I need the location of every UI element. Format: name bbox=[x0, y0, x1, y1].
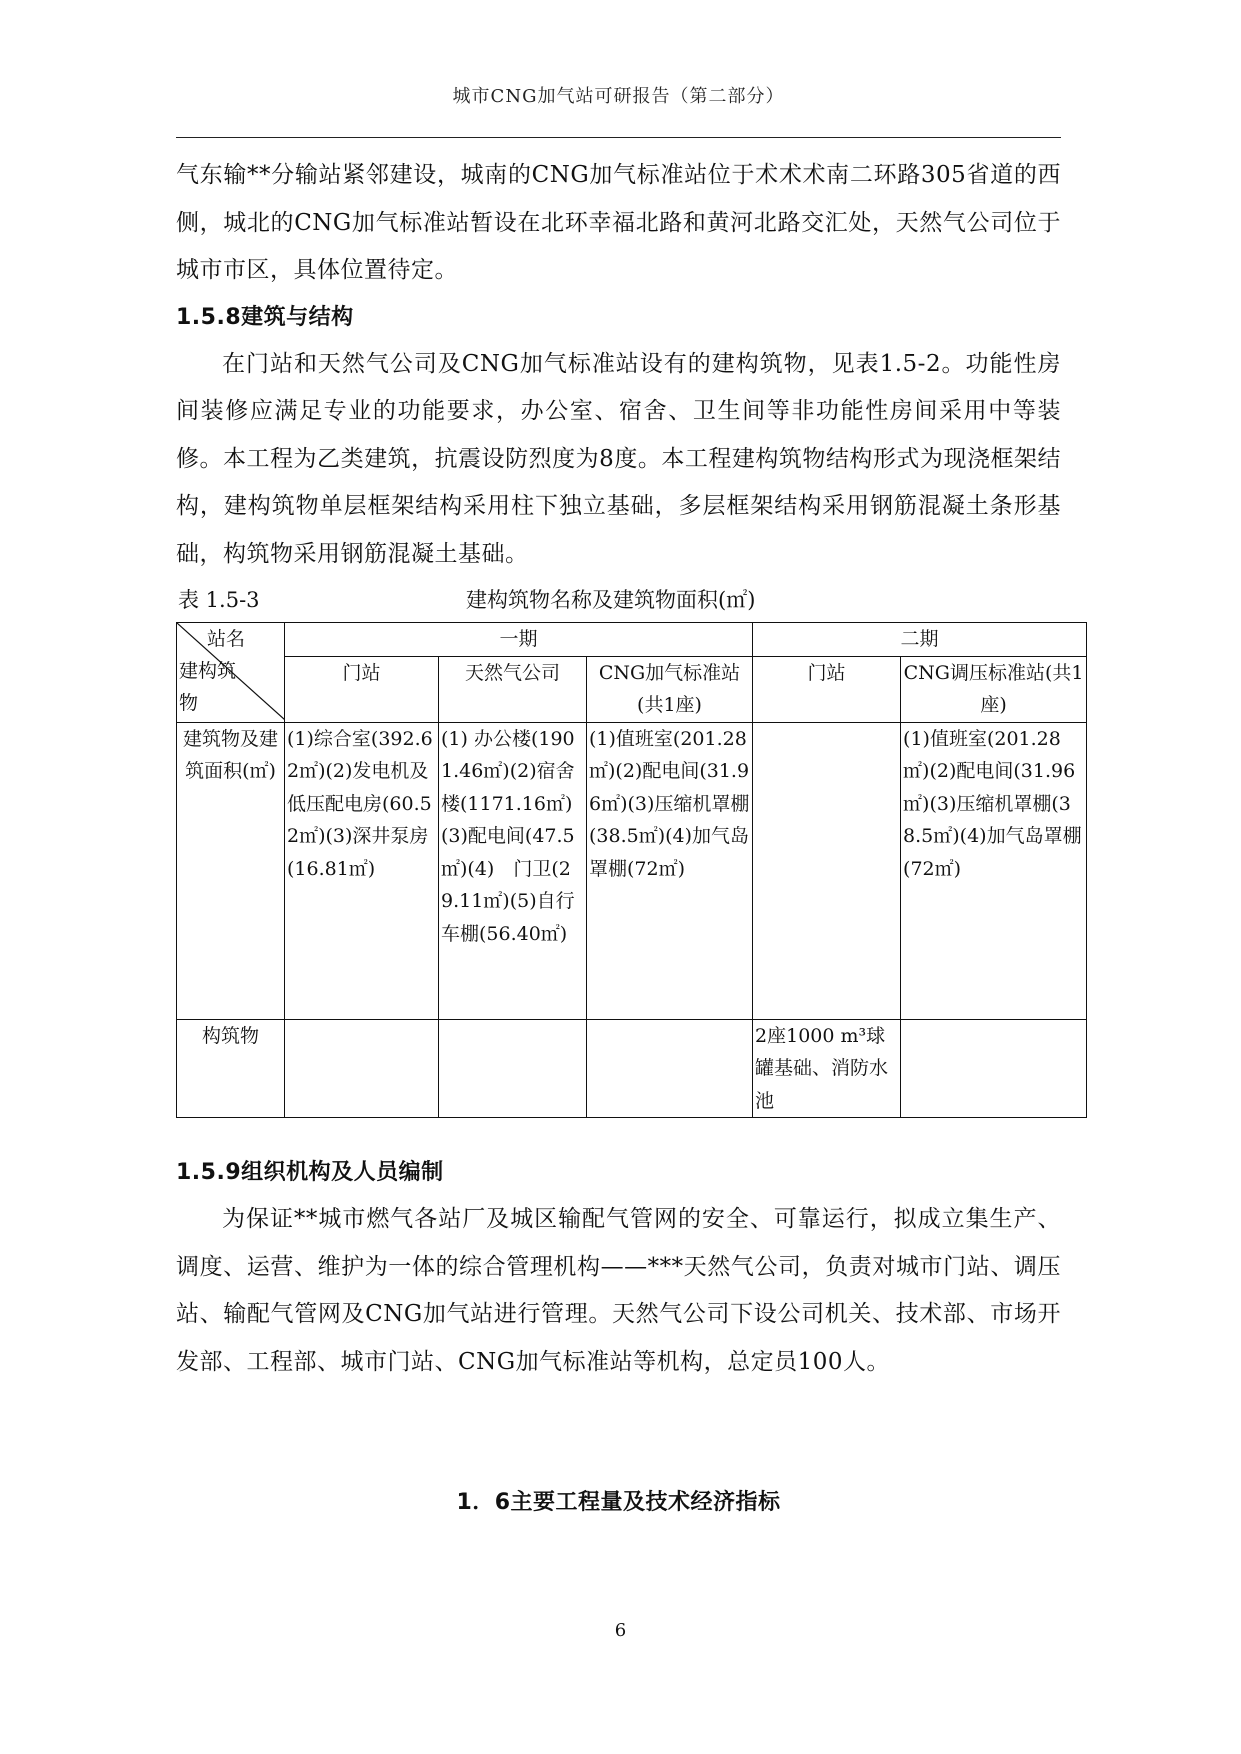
cell-cng-buildings: (1)值班室(201.28㎡)(2)配电间(31.96㎡)(3)压缩机罩棚(38.5㎡)(4)加气岛罩棚(72㎡) bbox=[587, 722, 753, 1019]
section-heading-1-5-8: 1.5.8建筑与结构 bbox=[176, 304, 354, 330]
table-caption-title: 建构筑物名称及建筑物面积(㎡) bbox=[466, 588, 756, 612]
header-phase-1: 一期 bbox=[285, 623, 753, 657]
section-paragraph-1-5-9: 为保证**城市燃气各站厂及城区输配气管网的安全、可靠运行，拟成立集生产、调度、运营、维护为一体的综合管理机构——***天然气公司，负责对城市门站、调压站、输配气管网及CNG加气站进行管理。天然气公司下设公司机关、技术部、市场开发部、工程部、城市门站、CNG加气标准站等机构，总定员100人。 bbox=[176, 1206, 1061, 1375]
table-row bbox=[177, 722, 1087, 1019]
page-number: 6 bbox=[614, 1620, 627, 1641]
header-gate-station-2: 门站 bbox=[753, 656, 901, 722]
row-label-buildings: 建筑物及建筑面积(㎡) bbox=[177, 722, 285, 1019]
table-caption bbox=[176, 578, 1061, 622]
cell-gate2-buildings bbox=[753, 722, 901, 1019]
table-row bbox=[177, 1019, 1087, 1118]
cell-cng2-buildings: (1)值班室(201.28㎡)(2)配电间(31.96㎡)(3)压缩机罩棚(38.5㎡)(4)加气岛罩棚(72㎡) bbox=[901, 722, 1087, 1019]
spacer bbox=[176, 1386, 1061, 1480]
section-paragraph-1-5-8: 在门站和天然气公司及CNG加气标准站设有的建构筑物，见表1.5-2。功能性房间装修应满足专业的功能要求，办公室、宿舍、卫生间等非功能性房间采用中等装修。本工程为乙类建筑，抗震设防烈度为8度。本工程建构筑物结构形式为现浇框架结构，建构筑物单层框架结构采用柱下独立基础，多层框架结构采用钢筋混凝土条形基础，构筑物采用钢筋混凝土基础。 bbox=[176, 350, 1061, 567]
header-cng-station: CNG加气标准站(共1座) bbox=[587, 656, 753, 722]
diag-top-label: 站名 bbox=[207, 628, 246, 650]
cell-company-buildings: (1) 办公楼(1901.46㎡)(2)宿舍楼(1171.16㎡)(3)配电间(47.5㎡)(4) 门卫(29.11㎡)(5)自行车棚(56.40㎡) bbox=[439, 722, 587, 1019]
section-heading-1-6: 1．6主要工程量及技术经济指标 bbox=[456, 1490, 781, 1515]
cell-gate-buildings: (1)综合室(392.62㎡)(2)发电机及低压配电房(60.52㎡)(3)深井泵房(16.81㎡) bbox=[285, 722, 439, 1019]
spacer bbox=[176, 1118, 1061, 1150]
page-content bbox=[176, 152, 1084, 1526]
page-header: 城市CNG加气站可研报告（第二部分） bbox=[452, 86, 785, 107]
cell-gate2-structures: 2座1000 m³球罐基础、消防水池 bbox=[753, 1019, 901, 1118]
cell-cng-structures bbox=[587, 1019, 753, 1118]
table-diagonal-header bbox=[177, 623, 285, 723]
cell-company-structures bbox=[439, 1019, 587, 1118]
header-gas-company: 天然气公司 bbox=[439, 656, 587, 722]
header-rule bbox=[176, 137, 1061, 138]
buildings-table bbox=[176, 622, 1087, 1118]
header-gate-station: 门站 bbox=[285, 656, 439, 722]
header-cng-regulator-station: CNG调压标准站(共1座) bbox=[901, 656, 1087, 722]
intro-paragraph: 气东输**分输站紧邻建设，城南的CNG加气标准站位于术术术南二环路305省道的西侧，城北的CNG加气标准站暂设在北环幸福北路和黄河北路交汇处，天然气公司位于城市市区，具体位置待定。 bbox=[176, 162, 1061, 283]
row-label-structures: 构筑物 bbox=[177, 1019, 285, 1118]
cell-cng2-structures bbox=[901, 1019, 1087, 1118]
header-phase-2: 二期 bbox=[753, 623, 1087, 657]
diag-bottom-label: 建构筑物 bbox=[179, 660, 237, 714]
table-caption-number: 表 1.5-3 bbox=[178, 588, 260, 612]
section-heading-1-5-9: 1.5.9组织机构及人员编制 bbox=[176, 1160, 444, 1185]
cell-gate-structures bbox=[285, 1019, 439, 1118]
